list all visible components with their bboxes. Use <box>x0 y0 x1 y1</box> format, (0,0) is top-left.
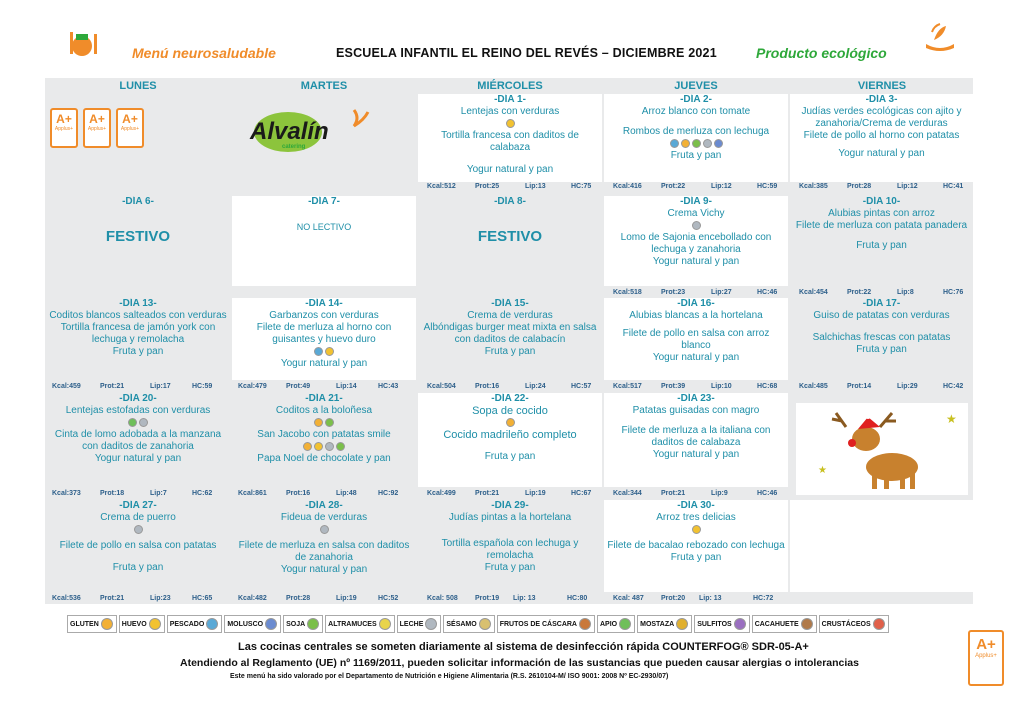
allergen-pescado <box>167 615 223 633</box>
nutrition-info-22 <box>427 490 597 500</box>
nutrition-info-30 <box>613 595 783 605</box>
label-text: A+ <box>89 112 105 126</box>
nutrition-value: Lip:27 <box>711 289 732 296</box>
day-cell-21 <box>232 393 416 487</box>
allergen-icon <box>139 418 148 427</box>
day-cell-15 <box>418 298 602 380</box>
nutrition-value: Kcal:373 <box>52 490 81 497</box>
allergen-icons <box>604 524 788 536</box>
allergen-icons <box>418 118 602 130</box>
first-course: Alubias pintas con arroz <box>828 208 935 219</box>
nutrition-value: Lip:12 <box>711 183 732 190</box>
fish-icon <box>206 618 218 630</box>
label-text: MOSTAZA <box>640 620 675 628</box>
nutrition-value: HC:59 <box>757 183 778 190</box>
nutrition-info-13 <box>52 383 222 393</box>
alvalin-logo <box>242 108 372 154</box>
nutrition-value: Prot:14 <box>847 383 872 390</box>
footer-allergen-regulation: Atendiendo al Reglamento (UE) nº 1169/2011, pueden solicitar información de las sustancias que pueden causar alergias o intolerancias <box>180 657 859 669</box>
chef-hat-logo-icon <box>64 28 104 58</box>
nutrition-value: Kcal:454 <box>799 289 828 296</box>
footer-disinfection-note: Las cocinas centrales se someten diariamente al sistema de desinfección rápida COUNTERFOG® SDR-05-A+ <box>238 641 809 653</box>
label-text: Applus+ <box>87 126 107 132</box>
dessert: Fruta y pan <box>112 562 164 573</box>
day-cell-3 <box>790 94 973 182</box>
day-title: -DÍA 14- <box>305 298 343 309</box>
dessert: Yogur natural y pan <box>652 256 740 267</box>
nutrition-value: Kcal:517 <box>613 383 642 390</box>
nutrition-value: Lip:13 <box>525 183 546 190</box>
dessert: Yogur natural y pan <box>652 352 740 363</box>
nutrition-value: Lip:23 <box>150 595 171 602</box>
label-text: A+ <box>122 112 138 126</box>
nutrition-value: Kcal:385 <box>799 183 828 190</box>
day-cell-9 <box>604 196 788 286</box>
nutrition-value: Prot:28 <box>847 183 872 190</box>
second-course: Salchichas frescas con patatas <box>812 332 951 343</box>
holiday-label: FESTIVO <box>105 228 171 245</box>
label-text: LECHE <box>399 620 424 628</box>
nutrition-value: Prot:23 <box>661 289 686 296</box>
day-title: -DÍA 16- <box>677 298 715 309</box>
allergen-icons <box>232 417 416 429</box>
svg-text:★: ★ <box>818 465 827 476</box>
allergen-icons <box>418 417 602 429</box>
allergen-leche <box>397 615 442 633</box>
day-cell-8 <box>418 196 602 286</box>
applus-badge-icon <box>83 108 111 148</box>
day-cell-23 <box>604 393 788 487</box>
first-course: Judías verdes ecológicas con ajito y zanahoria/Crema de verduras <box>801 106 962 129</box>
day-title: -DÍA 22- <box>491 393 529 404</box>
first-course: Crema Vichy <box>667 208 725 219</box>
allergen-icons <box>604 138 788 150</box>
day-cell-6 <box>46 196 230 286</box>
nutrition-value: HC:46 <box>757 289 778 296</box>
nutrition-value: Lip:17 <box>150 383 171 390</box>
nutrition-value: HC:52 <box>378 595 399 602</box>
lupin-icon <box>379 618 391 630</box>
label-text: Applus+ <box>54 126 74 132</box>
label-text: CACAHUETE <box>754 620 799 628</box>
nutrition-value: Kcal:482 <box>238 595 267 602</box>
second-course: Filete de bacalao rebozado con lechuga <box>607 540 785 551</box>
allergen-gluten <box>67 615 117 633</box>
weekday-tuesday: MARTES <box>300 80 348 92</box>
second-course: Rombos de merluza con lechuga <box>622 126 770 137</box>
dessert: Fruta y pan <box>484 346 536 357</box>
day-cell-20 <box>46 393 230 487</box>
footer-nutrition-department: Este menú ha sido valorado por el Departamento de Nutrición e Higiene Alimentaria (R.S. 2610104-M/ ISO 9001: 2008 Nº EC-2930/07) <box>230 673 669 680</box>
allergen-icon <box>692 139 701 148</box>
nutrition-value: Kcal: 487 <box>613 595 644 602</box>
nutrition-value: Lip:19 <box>336 595 357 602</box>
second-course: Filete de merluza en salsa con daditos de zanahoria <box>238 540 410 563</box>
nutrition-value: HC:75 <box>571 183 592 190</box>
nutrition-value: Prot:22 <box>847 289 872 296</box>
nutrition-value: Kcal:344 <box>613 490 642 497</box>
nutrition-value: Prot:39 <box>661 383 686 390</box>
nutrition-value: Prot:16 <box>286 490 311 497</box>
day-cell-2 <box>604 94 788 182</box>
sulphites-icon <box>734 618 746 630</box>
second-course: Filete de merluza al horno con guisantes y huevo duro <box>256 322 392 345</box>
nutrition-value: Prot:18 <box>100 490 125 497</box>
day-cell-17 <box>790 298 973 380</box>
nutrition-value: HC:41 <box>943 183 964 190</box>
label-text: SÉSAMO <box>446 620 477 628</box>
first-course: Coditos blancos salteados con verduras <box>49 310 227 321</box>
eco-hand-logo-icon <box>920 22 960 54</box>
allergen-icons <box>604 220 788 232</box>
celery-icon <box>619 618 631 630</box>
allergen-icon <box>714 139 723 148</box>
milk-icon <box>425 618 437 630</box>
nutrition-value: Lip:7 <box>150 490 167 497</box>
allergen-icon <box>314 347 323 356</box>
nutrition-value: Lip:19 <box>525 490 546 497</box>
nutrition-info-14 <box>238 383 408 393</box>
allergen-icon <box>325 442 334 451</box>
first-course: Fideua de verduras <box>280 512 368 523</box>
first-course: Arroz tres delicias <box>656 512 736 523</box>
day-title: -DÍA 29- <box>491 500 529 511</box>
second-course: Lomo de Sajonia encebollado con lechuga y zanahoria <box>620 232 772 255</box>
peanut-icon <box>801 618 813 630</box>
empty-cell <box>790 500 973 592</box>
nutrition-value: HC:68 <box>757 383 778 390</box>
label-text: catering <box>282 144 306 150</box>
crustacean-icon <box>873 618 885 630</box>
first-course: Lentejas con verduras <box>460 106 560 117</box>
first-course: Alubias blancas a la hortelana <box>629 310 763 321</box>
weekday-thursday: JUEVES <box>674 80 718 92</box>
day-title: -DÍA 27- <box>119 500 157 511</box>
applus-badge-icon <box>50 108 78 148</box>
allergen-icon <box>314 418 323 427</box>
second-course: Filete de pollo en salsa con patatas <box>59 540 217 551</box>
nutrition-info-1 <box>427 183 597 193</box>
nutrition-value: Prot:21 <box>100 383 125 390</box>
label-text: CRUSTÁCEOS <box>821 620 871 628</box>
first-course: Crema de verduras <box>467 310 553 321</box>
label-text: SOJA <box>286 620 306 628</box>
allergen-icons <box>232 441 416 453</box>
allergen-icon <box>670 139 679 148</box>
nutrition-value: Prot:25 <box>475 183 500 190</box>
day-title: -DÍA 17- <box>862 298 901 309</box>
nutrition-info-21 <box>238 490 408 500</box>
first-course: Coditos a la boloñesa <box>275 405 373 416</box>
allergen-icon <box>506 119 515 128</box>
label-text: APIO <box>599 620 618 628</box>
nutrition-value: Prot:49 <box>286 383 311 390</box>
dessert: Yogur natural y pan <box>838 148 925 159</box>
day-cell-27 <box>46 500 230 592</box>
allergen-soja <box>283 615 323 633</box>
day-cell-29 <box>418 500 602 592</box>
allergen-icons <box>232 346 416 358</box>
day-title: -DÍA 15- <box>491 298 529 309</box>
nutrition-value: Prot:16 <box>475 383 500 390</box>
nutrition-value: Kcal:416 <box>613 183 642 190</box>
nutrition-value: Kcal:499 <box>427 490 456 497</box>
day-title: -DÍA 7- <box>308 196 340 207</box>
nutrition-info-20 <box>52 490 222 500</box>
nutrition-value: Kcal:479 <box>238 383 267 390</box>
allergen-icon <box>303 442 312 451</box>
mollusc-icon <box>265 618 277 630</box>
nutrition-info-27 <box>52 595 222 605</box>
nutrition-value: HC:62 <box>192 490 213 497</box>
nutrition-value: Prot:21 <box>475 490 500 497</box>
nutrition-value: Kcal:485 <box>799 383 828 390</box>
allergen-mostaza <box>637 615 692 633</box>
day-cell-22 <box>418 393 602 487</box>
day-title: -DÍA 9- <box>680 196 712 207</box>
dessert: Fruta y pan <box>484 451 536 462</box>
allergen-icon <box>128 418 137 427</box>
day-title: -DÍA 23- <box>677 393 715 404</box>
day-title: -DÍA 10- <box>862 196 901 207</box>
nutrition-value: Kcal:459 <box>52 383 81 390</box>
nutrition-value: Lip:8 <box>897 289 914 296</box>
dessert: Fruta y pan <box>670 150 722 161</box>
dessert: Yogur natural y pan <box>94 453 182 464</box>
allergen-altramuces <box>325 615 394 633</box>
second-course: Albóndigas burger meat mixta en salsa con daditos de calabacín <box>423 322 597 345</box>
label-text: GLUTEN <box>70 620 99 628</box>
allergen-molusco <box>224 615 281 633</box>
allergen-icons <box>46 524 230 536</box>
label-text: SULFITOS <box>697 620 732 628</box>
allergen-icon <box>134 525 143 534</box>
nutrition-info-2 <box>613 183 783 193</box>
nutrition-value: Kcal:518 <box>613 289 642 296</box>
allergen-huevo <box>119 615 165 633</box>
mustard-icon <box>676 618 688 630</box>
nutrition-info-29 <box>427 595 597 605</box>
second-course: Filete de pollo al horno con patatas <box>803 130 960 141</box>
allergen-icon <box>681 139 690 148</box>
day-cell-14 <box>232 298 416 380</box>
second-course: Tortilla francesa de jamón york con lechuga y remolacha <box>60 322 216 345</box>
label-text: Applus+ <box>975 653 997 659</box>
dessert: Fruta y pan <box>112 346 164 357</box>
nutrition-value: HC:76 <box>943 289 964 296</box>
nutrition-value: Lip: 13 <box>699 595 722 602</box>
second-course: Filete de merluza a la italiana con daditos de calabaza <box>621 425 771 448</box>
first-course: Lentejas estofadas con verduras <box>65 405 211 416</box>
nutrition-value: HC:59 <box>192 383 213 390</box>
sesame-icon <box>479 618 491 630</box>
label-text: PESCADO <box>169 620 205 628</box>
label-text: ALTRAMUCES <box>328 620 377 628</box>
first-course: Sopa de cocido <box>472 405 548 417</box>
day-title: -DÍA 20- <box>119 393 157 404</box>
allergen-icon <box>703 139 712 148</box>
nutrition-value: Prot:28 <box>286 595 311 602</box>
first-course: Judías pintas a la hortelana <box>448 512 572 523</box>
day-cell-30 <box>604 500 788 592</box>
dessert: Fruta y pan <box>670 552 722 563</box>
nutrition-value: Kcal:536 <box>52 595 81 602</box>
second-course: Filete de merluza con patata panadera <box>795 220 968 231</box>
allergen-crustaceos <box>819 615 889 633</box>
allergen-icons <box>46 417 230 429</box>
egg-icon <box>149 618 161 630</box>
allergen-icon <box>336 442 345 451</box>
day-title: -DÍA 3- <box>865 94 898 105</box>
nutrition-value: HC:92 <box>378 490 399 497</box>
label-text: A+ <box>976 636 996 653</box>
nuts-icon <box>579 618 591 630</box>
label-text: Applus+ <box>120 126 140 132</box>
allergen-icon <box>325 347 334 356</box>
second-course: Tortilla española con lechuga y remolacha <box>441 538 579 561</box>
dessert: Yogur natural y pan <box>280 358 368 369</box>
dessert: Yogur natural y pan <box>280 564 368 575</box>
nutrition-value: Kcal:861 <box>238 490 267 497</box>
nutrition-value: Lip:29 <box>897 383 918 390</box>
second-course: Cinta de lomo adobada a la manzana con daditos de zanahoria <box>54 429 222 452</box>
nutrition-value: Prot:22 <box>661 183 686 190</box>
applus-badge-icon <box>116 108 144 148</box>
nutrition-info-28 <box>238 595 408 605</box>
nutrition-value: Lip:9 <box>711 490 728 497</box>
nutrition-value: Prot:21 <box>100 595 125 602</box>
nutrition-value: HC:57 <box>571 383 592 390</box>
dessert: Yogur natural y pan <box>652 449 740 460</box>
nutrition-value: Lip:24 <box>525 383 546 390</box>
svg-text:★: ★ <box>946 412 957 426</box>
first-course: Garbanzos con verduras <box>269 310 379 321</box>
allergen-sesamo <box>443 615 494 633</box>
nutrition-value: Kcal:512 <box>427 183 456 190</box>
day-cell-13 <box>46 298 230 380</box>
day-cell-1 <box>418 94 602 182</box>
no-school-label: NO LECTIVO <box>296 222 352 232</box>
nutrition-value: Lip:14 <box>336 383 357 390</box>
nutrition-value: Kcal: 508 <box>427 595 458 602</box>
label-text: Alvalín <box>250 118 329 145</box>
nutrition-value: Lip:10 <box>711 383 732 390</box>
nutrition-value: Lip:48 <box>336 490 357 497</box>
first-course: Guiso de patatas con verduras <box>813 310 950 321</box>
allergen-cacahuete <box>752 615 817 633</box>
nutrition-value: HC:72 <box>753 595 774 602</box>
day-cell-10 <box>790 196 973 286</box>
first-course: Arroz blanco con tomate <box>641 106 751 117</box>
nutrition-value: Prot:20 <box>661 595 686 602</box>
nutrition-value: HC:46 <box>757 490 778 497</box>
day-title: -DÍA 13- <box>119 298 157 309</box>
dessert: Fruta y pan <box>484 562 536 573</box>
nutrition-value: Lip: 13 <box>513 595 536 602</box>
weekday-monday: LUNES <box>119 80 157 92</box>
day-title: -DÍA 1- <box>494 94 526 105</box>
dessert: Yogur natural y pan <box>466 164 554 175</box>
allergen-icon <box>506 418 515 427</box>
allergen-icon <box>692 525 701 534</box>
dessert: Papa Noel de chocolate y pan <box>257 453 391 464</box>
nutrition-value: Kcal:504 <box>427 383 456 390</box>
day-title: -DÍA 2- <box>680 94 712 105</box>
neuro-menu-label: Menú neurosaludable <box>132 45 276 61</box>
label-text: FRUTOS DE CÁSCARA <box>499 620 577 628</box>
day-cell-28 <box>232 500 416 592</box>
label-text: HUEVO <box>121 620 147 628</box>
allergen-sulfitos <box>694 615 749 633</box>
label-text: A+ <box>56 112 72 126</box>
reindeer-illustration <box>796 403 968 495</box>
weekday-wednesday: MIÉRCOLES <box>477 80 543 92</box>
day-title: -DÍA 28- <box>305 500 343 511</box>
nutrition-info-16 <box>613 383 783 393</box>
label-text: MOLUSCO <box>227 620 264 628</box>
page-title: ESCUELA INFANTIL EL REINO DEL REVÉS – DICIEMBRE 2021 <box>336 46 717 60</box>
nutrition-value: HC:65 <box>192 595 213 602</box>
first-course: Patatas guisadas con magro <box>632 405 760 416</box>
day-cell-16 <box>604 298 788 380</box>
second-course: Tortilla francesa con daditos de calabaza <box>441 130 579 153</box>
nutrition-info-15 <box>427 383 597 393</box>
allergen-icon <box>320 525 329 534</box>
weekday-friday: VIERNES <box>857 80 907 92</box>
day-title: -DÍA 6- <box>122 196 154 207</box>
nutrition-info-3 <box>799 183 969 193</box>
second-course: Cocido madrileño completo <box>443 429 577 441</box>
allergen-icon <box>314 442 323 451</box>
nutrition-value: HC:80 <box>567 595 588 602</box>
day-title: -DÍA 21- <box>305 393 343 404</box>
applus-badge-icon <box>968 630 1004 686</box>
soy-icon <box>307 618 319 630</box>
allergen-apio <box>597 615 635 633</box>
day-title: -DÍA 30- <box>677 500 715 511</box>
nutrition-value: HC:67 <box>571 490 592 497</box>
holiday-label: FESTIVO <box>477 228 543 245</box>
gluten-icon <box>101 618 113 630</box>
dessert: Fruta y pan <box>856 240 907 251</box>
nutrition-value: Prot:19 <box>475 595 500 602</box>
nutrition-value: HC:42 <box>943 383 964 390</box>
first-course: Crema de puerro <box>100 512 176 523</box>
allergen-legend <box>67 613 915 635</box>
nutrition-info-17 <box>799 383 969 393</box>
dessert: Fruta y pan <box>856 344 907 355</box>
eco-product-label: Producto ecológico <box>756 45 887 61</box>
nutrition-value: HC:43 <box>378 383 399 390</box>
allergen-icon <box>325 418 334 427</box>
allergen-icon <box>692 221 701 230</box>
allergen-icons <box>232 524 416 536</box>
allergen-frutos-de-cascara <box>497 615 595 633</box>
nutrition-value: Lip:12 <box>897 183 918 190</box>
nutrition-info-23 <box>613 490 783 500</box>
second-course: Filete de pollo en salsa con arroz blanco <box>622 328 770 351</box>
day-title: -DÍA 8- <box>494 196 526 207</box>
day-cell-7 <box>232 196 416 286</box>
nutrition-value: Prot:21 <box>661 490 686 497</box>
second-course: San Jacobo con patatas smile <box>257 429 391 440</box>
